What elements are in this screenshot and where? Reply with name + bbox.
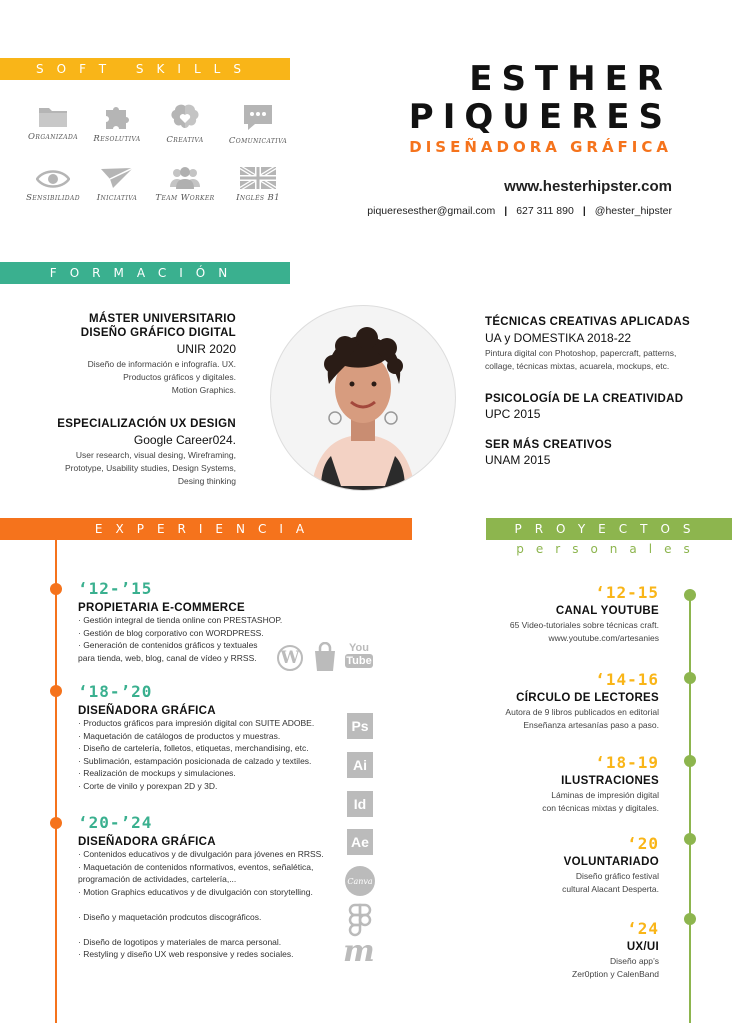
project-desc: Láminas de impresión digital: [551, 790, 659, 800]
illustrator-icon: Ai: [347, 752, 373, 778]
separator: |: [504, 205, 508, 217]
edu-title: SER MÁS CREATIVOS: [485, 439, 612, 451]
skill-ingles: [213, 167, 303, 203]
folder-icon: [38, 104, 68, 128]
exp-item: · Gestión de blog corporativo con WORDPRESS.: [78, 627, 264, 638]
email-link[interactable]: piqueresesther@gmail.com: [367, 205, 496, 217]
project-years: ‘20: [627, 834, 659, 853]
edu-master: [6, 313, 236, 397]
after-effects-icon: Ae: [347, 829, 373, 855]
skill-label: Team Worker: [155, 193, 215, 203]
exp-role: DISEÑADORA GRÁFICA: [78, 705, 216, 717]
skill-label: Iniciativa: [96, 193, 138, 203]
exp-item: · Productos gráficos para impresión digital con SUITE ADOBE.: [78, 718, 315, 728]
formacion-band: FORMACIÓN: [0, 262, 290, 284]
project-title: CANAL YOUTUBE: [555, 605, 659, 617]
exp-entry-1: [78, 579, 348, 664]
project-years: ‘18-19: [595, 753, 659, 772]
exp-entry-2: [78, 682, 348, 792]
exp-item: · Generación de contenidos gráficos y textuales: [78, 640, 258, 650]
wordpress-icon: W: [277, 645, 303, 671]
skill-label: Resolutiva: [93, 134, 141, 144]
profile-photo: [270, 305, 456, 491]
proyectos-subtitle: personales: [516, 542, 702, 556]
edu-desc: Diseño de información e infografía. UX.: [87, 359, 236, 369]
exp-years: ‘20-’24: [78, 813, 153, 832]
timeline-dot: [50, 817, 62, 829]
paper-plane-icon: [100, 167, 134, 189]
edu-psicologia: [485, 393, 683, 421]
exp-item: · Maquetación de catálogos de productos y muestras.: [78, 730, 281, 741]
contact-line: [367, 205, 672, 217]
exp-years: ‘12-’15: [78, 579, 153, 598]
team-icon: [168, 167, 202, 189]
edu-creativos: [485, 439, 612, 467]
project-desc: Diseño app’s: [610, 956, 659, 966]
website-link[interactable]: www.hesterhipster.com: [504, 178, 672, 195]
project-title: ILUSTRACIONES: [561, 775, 659, 787]
edu-title: TÉCNICAS CREATIVAS APLICADAS: [485, 316, 690, 328]
figma-icon: [348, 903, 372, 937]
timeline-dot: [684, 672, 696, 684]
exp-years: ‘18-’20: [78, 682, 153, 701]
exp-item: · Gestión integral de tienda online con PRESTASHOP.: [78, 615, 283, 625]
portrait-illustration: [271, 306, 455, 490]
timeline-dot: [684, 755, 696, 767]
exp-item: programación de actividades, cartelería,...: [78, 874, 237, 884]
project-desc: Autora de 9 libros publicados en editorial: [505, 707, 659, 717]
project-3: [419, 753, 659, 815]
projects-timeline-line: [689, 594, 691, 1023]
edu-ux: [6, 418, 236, 488]
youtube-icon: [345, 642, 373, 668]
project-desc: Zer0ption y CalenBand: [572, 969, 659, 979]
brain-icon: [168, 103, 202, 131]
project-2: [419, 670, 659, 732]
edu-desc: Pintura digital con Photoshop, papercraft, patterns,: [485, 348, 677, 358]
project-years: ‘14-16: [595, 670, 659, 689]
experiencia-band: EXPERIENCIA: [0, 518, 412, 540]
skill-label: Organizada: [28, 132, 78, 142]
edu-school: Google Career024.: [133, 433, 236, 447]
edu-desc: Productos gráficos y digitales.: [123, 372, 236, 382]
photoshop-icon: Ps: [347, 713, 373, 739]
timeline-dot: [684, 589, 696, 601]
timeline-dot: [50, 583, 62, 595]
eye-icon: [36, 169, 70, 189]
skill-label: Creativa: [166, 135, 204, 145]
first-name: ESTHER: [469, 59, 672, 99]
exp-item: · Corte de vinilo y porexpan 2D y 3D.: [78, 780, 218, 791]
edu-desc: Desing thinking: [177, 476, 236, 486]
exp-item: · Diseño de logotipos y materiales de marca personal.: [78, 936, 282, 947]
project-desc: cultural Alacant Desperta.: [562, 884, 659, 894]
edu-title: MÁSTER UNIVERSITARIO: [89, 313, 236, 325]
edu-tecnicas: [485, 316, 725, 373]
phone: 627 311 890: [516, 205, 574, 217]
indesign-icon: Id: [347, 791, 373, 817]
soft-skills-band: SOFT SKILLS: [0, 58, 290, 80]
youtube-icon-top: You: [349, 642, 369, 654]
edu-desc: collage, técnicas mixtas, acuarela, mockups, etc.: [485, 361, 670, 371]
exp-item: · Diseño y maquetación prodcutos discográficos.: [78, 911, 262, 922]
project-desc: 65 Video-tutoriales sobre técnicas craft.: [509, 620, 659, 630]
exp-role: PROPIETARIA E-COMMERCE: [78, 602, 245, 614]
separator: |: [582, 205, 586, 217]
project-desc: www.youtube.com/artesanies: [548, 633, 659, 643]
exp-list: [78, 614, 348, 664]
proyectos-band: PROYECTOS: [486, 518, 732, 540]
skill-label: Inglés B1: [236, 193, 280, 203]
edu-desc: User research, visual desing, Wireframing,: [75, 450, 236, 460]
edu-school: UA y DOMESTIKA 2018-22: [485, 331, 632, 345]
edu-title: PSICOLOGÍA DE LA CREATIVIDAD: [485, 393, 684, 405]
exp-item: · Motion Graphics educativos y de divulgación con storytelling.: [78, 886, 313, 897]
exp-item: · Maquetación de contenidos nformativos, eventos, señalética,: [78, 861, 314, 872]
exp-item: · Realización de mockups y simulaciones.: [78, 768, 236, 778]
exp-role: DISEÑADORA GRÁFICA: [78, 836, 216, 848]
timeline-dot: [684, 833, 696, 845]
edu-desc: Motion Graphics.: [171, 385, 236, 395]
uk-flag-icon: [240, 167, 276, 189]
project-years: ‘24: [627, 919, 659, 938]
exp-item: · Restyling y diseño UX web responsive y redes sociales.: [78, 949, 294, 959]
miro-icon: m: [343, 934, 375, 969]
last-name: PIQUERES: [408, 97, 672, 137]
social-handle[interactable]: @hester_hipster: [594, 205, 672, 217]
shopping-bag-icon: [312, 642, 338, 672]
skill-comunicativa: [213, 104, 303, 146]
canva-icon: Canva: [345, 866, 375, 896]
edu-title: ESPECIALIZACIÓN UX DESIGN: [57, 418, 236, 430]
exp-list: [78, 717, 348, 792]
project-5: [419, 919, 659, 981]
exp-entry-3: [78, 813, 348, 961]
project-desc: Enseñanza artesanías paso a paso.: [523, 720, 659, 730]
exp-item: · Contenidos educativos y de divulgación para jóvenes en RRSS.: [78, 849, 324, 859]
exp-item: · Sublimación, estampación posicionada de calzado y textiles.: [78, 755, 312, 766]
role-title: DISEÑADORA GRÁFICA: [409, 138, 672, 156]
edu-title: DISEÑO GRÁFICO DIGITAL: [80, 327, 236, 339]
project-title: UX/UI: [626, 941, 659, 953]
exp-item: [78, 923, 348, 936]
project-title: VOLUNTARIADO: [563, 856, 659, 868]
experience-timeline-line: [55, 540, 57, 1023]
edu-school: UPC 2015: [485, 407, 541, 421]
edu-desc: Prototype, Usability studies, Design Systems,: [64, 463, 236, 473]
project-4: [419, 834, 659, 896]
timeline-dot: [684, 913, 696, 925]
project-title: CÍRCULO DE LECTORES: [516, 692, 659, 704]
skill-label: Comunicativa: [228, 136, 288, 146]
skill-label: Sensibilidad: [26, 193, 80, 203]
project-years: ‘12-15: [595, 583, 659, 602]
exp-list: [78, 848, 348, 961]
exp-item: para tienda, web, blog, canal de vídeo y RRSS.: [78, 652, 257, 663]
project-desc: Diseño gráfico festival: [575, 871, 659, 881]
exp-item: [78, 898, 348, 911]
project-desc: con técnicas mixtas y digitales.: [542, 803, 659, 813]
youtube-icon-bottom: Tube: [346, 655, 372, 667]
timeline-dot: [50, 685, 62, 697]
exp-item: · Diseño de cartelería, folletos, etiquetas, merchandising, etc.: [78, 743, 309, 753]
edu-school: UNAM 2015: [485, 453, 551, 467]
project-1: [419, 583, 659, 645]
puzzle-icon: [102, 102, 132, 130]
chat-icon: [243, 104, 273, 132]
edu-school: UNIR 2020: [176, 342, 236, 356]
